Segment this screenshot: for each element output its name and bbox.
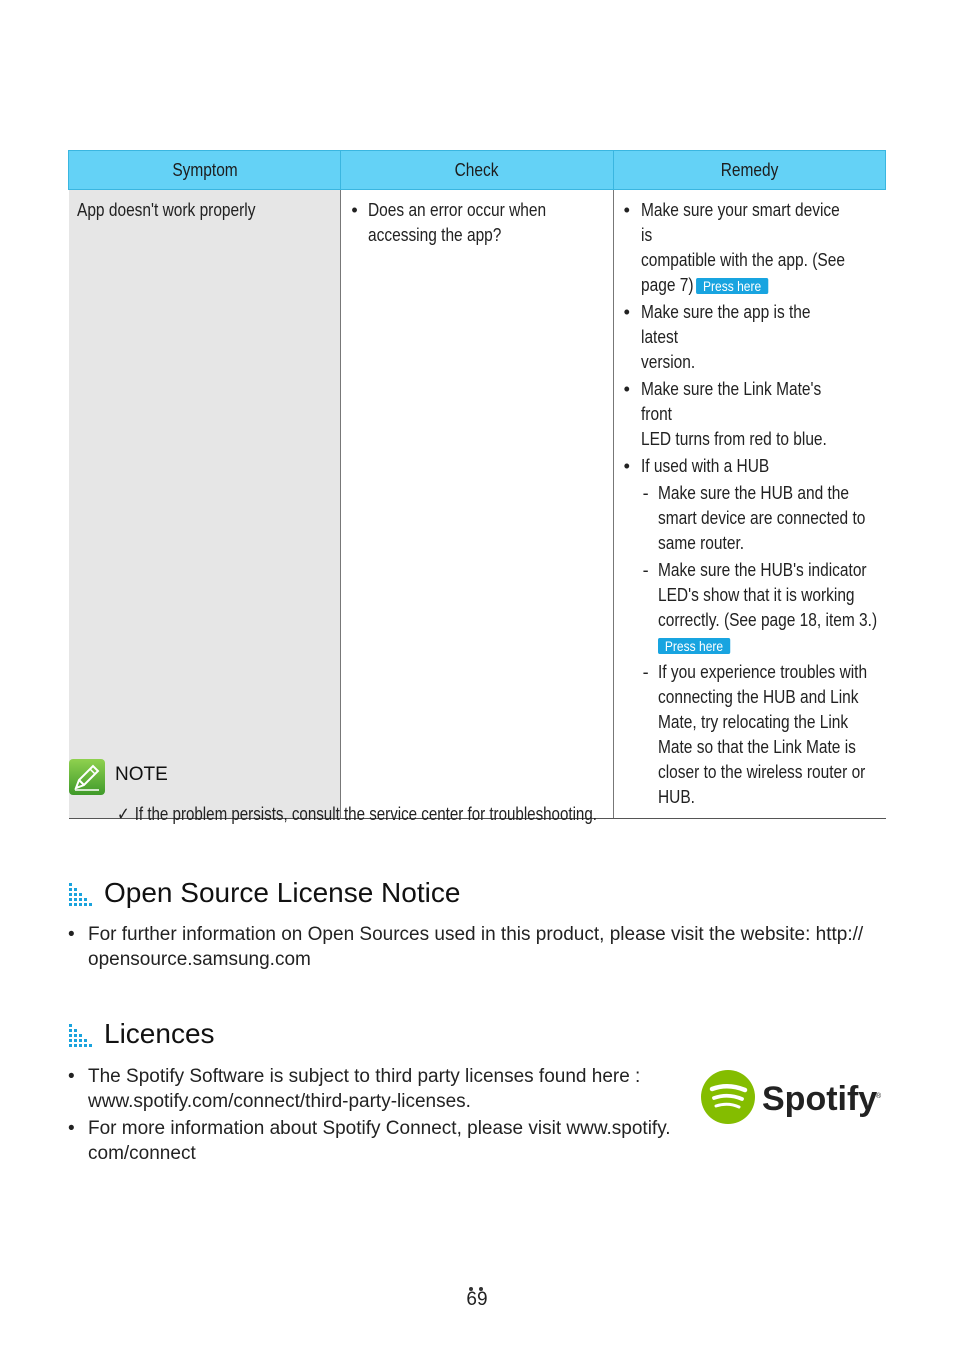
remedy-line: LED turns from red to blue. [640,429,827,449]
remedy-line: - Make sure the HUB and the [657,483,849,503]
header-remedy: Remedy [613,151,885,190]
pencil-note-icon [69,759,105,795]
licences-item [68,1064,688,1114]
licences-link[interactable]: www.spotify.com/connect/third-party-licenses. [88,1091,471,1112]
remedy-subitem [640,558,878,658]
svg-text:®: ® [876,1093,882,1100]
press-here-button[interactable]: Press here [696,278,768,294]
remedy-line: • Make sure the app is the latest [640,302,811,347]
remedy-line: page 7) [640,275,694,295]
remedy-subitem [640,481,878,556]
remedy-item [622,300,878,375]
remedy-line: • Make sure your smart device is [640,200,840,245]
open-source-paragraph [68,922,888,972]
table-row [69,190,886,819]
licences-link[interactable]: com/connect [88,1143,196,1164]
open-source-heading: Open Source License Notice [104,877,461,908]
licences-item [68,1116,688,1166]
note-text [117,804,688,825]
header-symptom: Symptom [69,151,341,190]
troubleshooting-table [68,150,886,819]
check-line: accessing the app? [368,225,502,245]
remedy-line: Mate so that the Link Mate is [657,737,856,757]
remedy-line: - Make sure the HUB's indicator [657,560,867,580]
remedy-line: • If used with a HUB [640,456,769,476]
remedy-line: smart device are connected to [657,508,866,528]
check-line: • Does an error occur when [368,200,547,220]
checkmark-icon: ✓ [117,804,130,824]
bar-chart-icon [69,883,93,907]
note-title: NOTE [115,764,168,785]
licences-line: For more information about Spotify Connect, please visit www.spotify. [88,1118,671,1139]
note-body: If the problem persists, consult the service center for troubleshooting. [134,804,597,824]
header-check: Check [341,151,613,190]
remedy-line: same router. [657,533,744,553]
symptom-text: App doesn't work properly [76,200,255,220]
check-cell [341,190,613,819]
remedy-item [622,454,878,810]
remedy-line: - If you experience troubles with [657,662,867,682]
bullet: • [68,1066,75,1087]
remedy-subitem [640,660,878,810]
licences-heading: Licences [104,1018,215,1049]
spotify-logo [700,1068,886,1131]
remedy-cell [613,190,885,819]
remedy-line: correctly. (See page 18, item 3.) [657,610,877,630]
remedy-line: Mate, try relocating the Link [657,712,848,732]
bar-chart-icon [69,1024,93,1048]
open-source-line: For further information on Open Sources used in this product, please visit the website: http:// [88,924,864,945]
remedy-item [622,377,878,452]
remedy-line: connecting the HUB and Link [657,687,859,707]
remedy-item [622,198,878,298]
open-source-link[interactable]: opensource.samsung.com [88,949,311,970]
remedy-line: LED's show that it is working [657,585,855,605]
bullet: • [68,924,75,945]
remedy-line: version. [640,352,695,372]
remedy-line: • Make sure the Link Mate's front [640,379,821,424]
table-header-row [69,151,886,190]
remedy-line: compatible with the app. (See [640,250,845,270]
press-here-button[interactable]: Press here [658,638,730,654]
bullet: • [68,1118,75,1139]
check-item [349,198,604,248]
spotify-wordmark: Spotify [762,1080,878,1118]
symptom-cell [69,190,341,819]
remedy-line: HUB. [657,787,695,807]
licences-line: The Spotify Software is subject to third party licenses found here : [88,1066,641,1087]
page-number: 69 [466,1289,488,1310]
remedy-line: closer to the wireless router or [657,762,865,782]
